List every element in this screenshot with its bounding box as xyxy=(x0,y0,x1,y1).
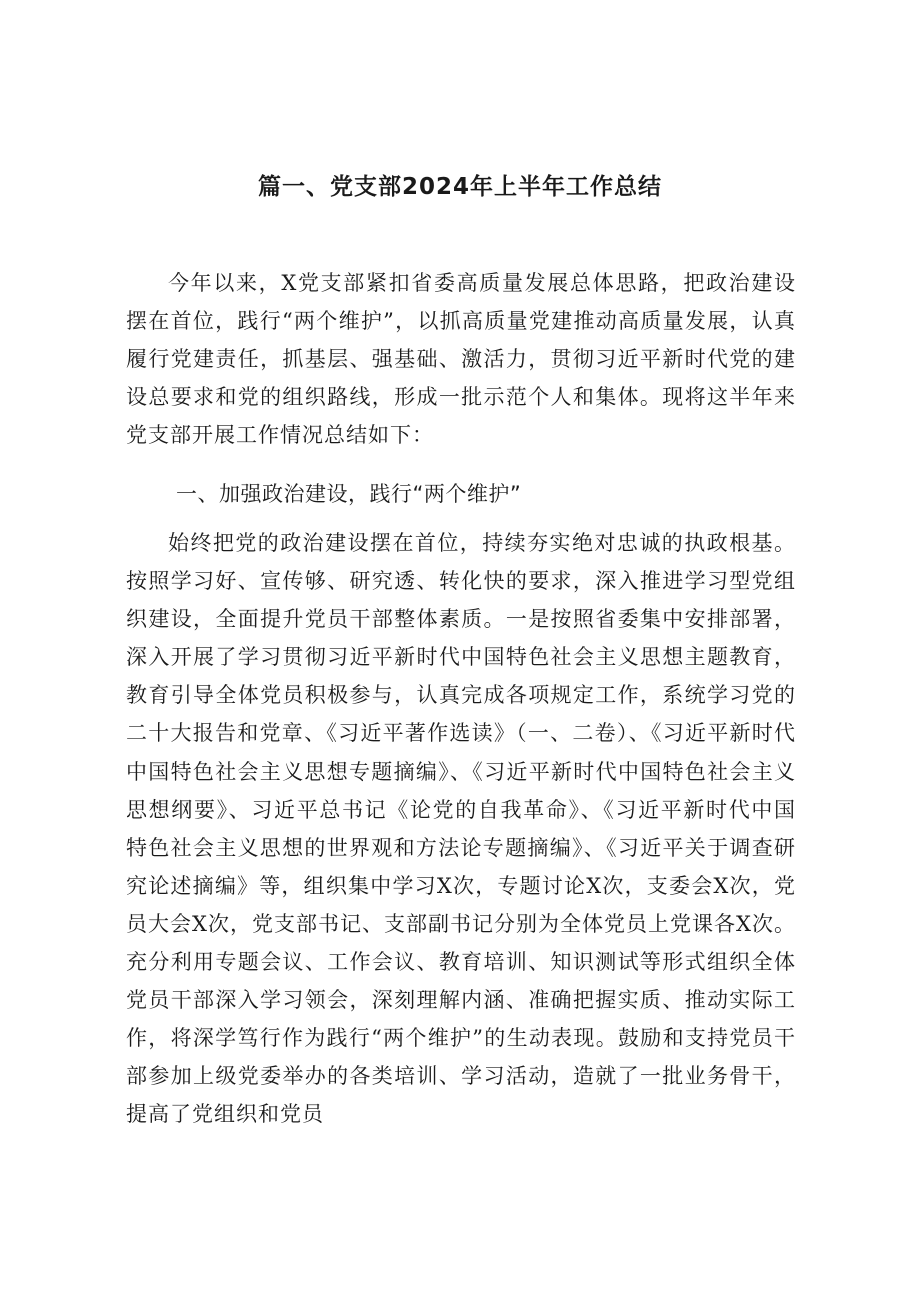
document-title: 篇一、党支部2024年上半年工作总结 xyxy=(257,174,662,200)
section-paragraph-1: 始终把党的政治建设摆在首位，持续夯实绝对忠诚的执政根基。按照学习好、宣传够、研究透、转化快的要求，深入推进学习型党组织建设，全面提升党员干部整体素质。一是按照省委集中安排部署，深入开展了学习贯彻习近平新时代中国特色社会主义思想主题教育，教育引导全体党员积极参与，认真完成各项规定工作，系统学习党的二十大报告和党章、《习近平著作选读》（一、二卷）、《习近平新时代中国特色社会主义思想专题摘编》、《习近平新时代中国特色社会主义思想纲要》、习近平总书记《论党的自我革命》、《习近平新时代中国特色社会主义思想的世界观和方法论专题摘编》、《习近平关于调查研究论述摘编》等，组织集中学习X次，专题讨论X次，支委会X次，党员大会X次，党支部书记、支部副书记分别为全体党员上党课各X次。充分利用专题会议、工作会议、教育培训、知识测试等形式组织全体党员干部深入学习领会，深刻理解内涵、准确把握实质、推动实际工作，将深学笃行作为践行“两个维护”的生动表现。鼓励和支持党员干部参加上级党委举办的各类培训、学习活动，造就了一批业务骨干，提高了党组织和党员 xyxy=(126,531,796,1127)
intro-paragraph: 今年以来，X党支部紧扣省委高质量发展总体思路，把政治建设摆在首位，践行“两个维护”，以抓高质量党建推动高质量发展，认真履行党建责任，抓基层、强基础、激活力，贯彻习近平新时代党的建设总要求和党的组织路线，形成一批示范个人和集体。现将这半年来党支部开展工作情况总结如下： xyxy=(126,271,796,448)
section-heading-1: 一、加强政治建设，践行“两个维护” xyxy=(176,482,522,506)
